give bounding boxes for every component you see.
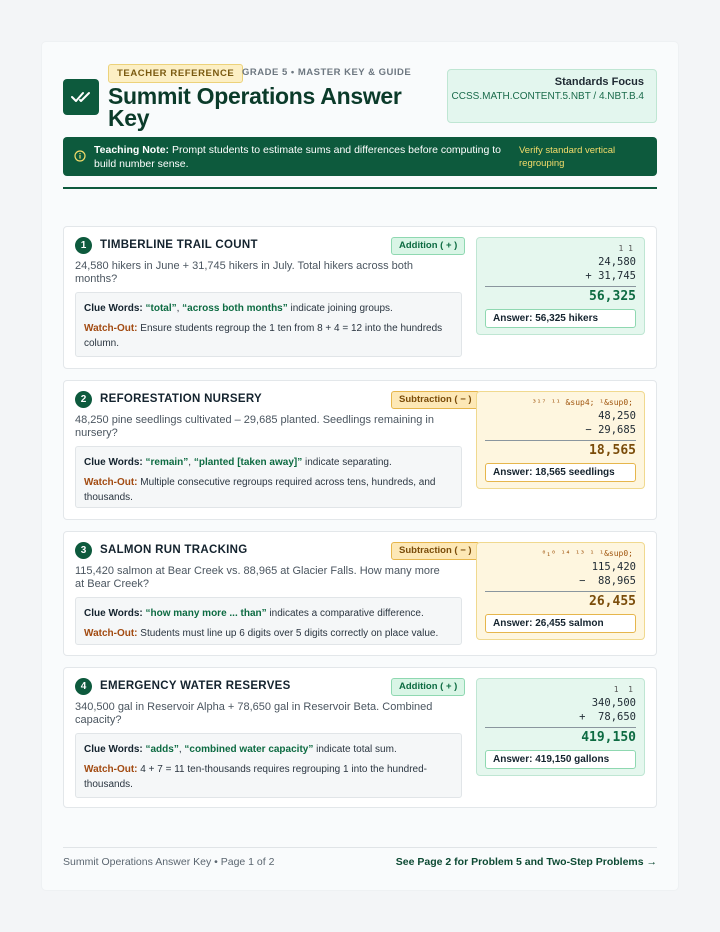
watch-out-text: 4 + 7 = 11 ten-thousands requires regrouping 1 into the hundred-thousands.: [84, 764, 427, 790]
page-title: Summit Operations Answer Key: [108, 83, 402, 131]
clue-word: “adds”: [145, 744, 179, 755]
operand-bottom: − 88,965: [579, 575, 636, 587]
standards-label: Standards Focus: [554, 76, 644, 88]
answer-box: Answer: 26,455 salmon: [485, 614, 636, 633]
problem-number: 4: [75, 678, 92, 695]
difference-line: [485, 440, 636, 441]
verify-note: Verify standard vertical regrouping: [519, 145, 616, 169]
worked-solution: [476, 678, 645, 776]
header-divider: [63, 187, 657, 189]
clue-word: “combined water capacity”: [184, 744, 314, 755]
clue-label: Clue Words:: [84, 303, 143, 314]
problem-number: 1: [75, 237, 92, 254]
teaching-note-banner: [63, 137, 657, 176]
clue-separator: ,: [188, 457, 194, 468]
clue-label: Clue Words:: [84, 744, 143, 755]
operand-top: 340,500: [591, 697, 636, 709]
clue-rest: indicate joining groups.: [287, 303, 393, 314]
watch-out-label: Watch-Out:: [84, 764, 138, 775]
clue-words-row: [84, 455, 453, 470]
operand-top: 115,420: [591, 561, 636, 573]
watch-out-row: [84, 475, 453, 505]
teaching-note-label: Teaching Note:: [94, 144, 170, 156]
operand-top: 48,250: [598, 410, 636, 422]
clue-label: Clue Words:: [84, 457, 143, 468]
teaching-note-text: [94, 143, 504, 171]
result: 56,325: [589, 289, 636, 304]
problem-title: EMERGENCY WATER RESERVES: [100, 680, 291, 692]
carry-marks: 1 1: [613, 685, 633, 694]
watch-out-text: Multiple consecutive regroups required across tens, hundreds, and thousands.: [84, 477, 436, 503]
problem-number: 2: [75, 391, 92, 408]
operand-bottom: + 31,745: [585, 270, 636, 282]
footer-divider: [63, 847, 657, 848]
watch-out-row: [84, 626, 453, 641]
clue-word: “remain”: [145, 457, 189, 468]
watch-out-text: Students must line up 6 digits over 5 digits correctly on place value.: [140, 628, 439, 639]
operation-badge: Subtraction ( − ): [391, 391, 480, 409]
watch-out-text: Ensure students regroup the 1 ten from 8 + 4 = 12 into the hundreds column.: [84, 323, 443, 349]
borrow-marks: ³¹⁷ ¹¹ &sup4; ¹&sup0;: [531, 398, 633, 407]
watch-out-label: Watch-Out:: [84, 477, 138, 488]
clue-words-row: [84, 606, 453, 621]
double-check-icon: [71, 90, 91, 104]
result: 26,455: [589, 594, 636, 609]
answer-box: Answer: 419,150 gallons: [485, 750, 636, 769]
carry-marks: 1 1: [618, 244, 633, 253]
answer-key-page: [42, 42, 678, 890]
clue-rest: indicate separating.: [302, 457, 392, 468]
problem-card: [63, 380, 657, 520]
clue-separator: ,: [178, 744, 185, 755]
worked-solution: [476, 542, 645, 640]
clue-word: “how many more ... than”: [145, 608, 267, 619]
teacher-reference-badge: TEACHER REFERENCE: [108, 64, 243, 83]
teaching-note-body: Prompt students to estimate sums and differences before computing to build number sense.: [94, 144, 501, 170]
worked-solution: [476, 391, 645, 489]
answer-box: Answer: 56,325 hikers: [485, 309, 636, 328]
grade-label: GRADE 5 • MASTER KEY & GUIDE: [242, 67, 412, 78]
operand-bottom: − 29,685: [585, 424, 636, 436]
clues-box: [75, 292, 462, 357]
problem-description: 115,420 salmon at Bear Creek vs. 88,965 at Glacier Falls. How many more at Bear Creek?: [75, 565, 440, 590]
sum-line: [485, 727, 636, 728]
result: 419,150: [581, 730, 636, 745]
clues-box: [75, 733, 462, 798]
problem-description: 48,250 pine seedlings cultivated – 29,685 planted. Seedlings remaining in nursery?: [75, 414, 434, 439]
problem-description: 340,500 gal in Reservoir Alpha + 78,650 gal in Reservoir Beta. Combined capacity?: [75, 701, 433, 726]
clue-label: Clue Words:: [84, 608, 143, 619]
sum-line: [485, 286, 636, 287]
clue-words-row: [84, 301, 453, 316]
watch-out-label: Watch-Out:: [84, 323, 138, 334]
problem-number: 3: [75, 542, 92, 559]
operation-badge: Subtraction ( − ): [391, 542, 480, 560]
clue-words-row: [84, 742, 453, 757]
operand-top: 24,580: [598, 256, 636, 268]
operand-bottom: + 78,650: [579, 711, 636, 723]
standards-box: [447, 69, 657, 123]
clue-rest: indicates a comparative difference.: [266, 608, 424, 619]
problem-title: TIMBERLINE TRAIL COUNT: [100, 239, 258, 251]
problem-card: [63, 226, 657, 369]
clue-word: “across both months”: [182, 303, 288, 314]
operation-badge: Addition ( + ): [391, 237, 465, 255]
watch-out-row: [84, 321, 453, 351]
clue-word: “total”: [145, 303, 177, 314]
clue-rest: indicate total sum.: [313, 744, 397, 755]
watch-out-row: [84, 762, 453, 792]
info-icon: [74, 150, 86, 162]
clues-box: [75, 597, 462, 645]
answer-box: Answer: 18,565 seedlings: [485, 463, 636, 482]
problem-title: REFORESTATION NURSERY: [100, 393, 262, 405]
next-page-link[interactable]: See Page 2 for Problem 5 and Two-Step Problems →: [395, 856, 657, 868]
operation-badge: Addition ( + ): [391, 678, 465, 696]
watch-out-label: Watch-Out:: [84, 628, 138, 639]
problem-card: [63, 667, 657, 808]
problem-card: [63, 531, 657, 656]
clue-word: “planted [taken away]”: [193, 457, 303, 468]
problem-title: SALMON RUN TRACKING: [100, 544, 248, 556]
difference-line: [485, 591, 636, 592]
worked-solution: [476, 237, 645, 335]
standards-code: CCSS.MATH.CONTENT.5.NBT / 4.NBT.B.4: [451, 91, 644, 102]
checkmarks-icon: [63, 79, 99, 115]
result: 18,565: [589, 443, 636, 458]
problem-description: 24,580 hikers in June + 31,745 hikers in July. Total hikers across both months?: [75, 260, 414, 285]
clues-box: [75, 446, 462, 508]
clue-separator: ,: [176, 303, 183, 314]
footer-page-info: Summit Operations Answer Key • Page 1 of 2: [63, 856, 275, 868]
borrow-marks: ⁰₁⁰ ¹⁴ ¹³ ¹ ¹&sup0;: [541, 549, 633, 558]
